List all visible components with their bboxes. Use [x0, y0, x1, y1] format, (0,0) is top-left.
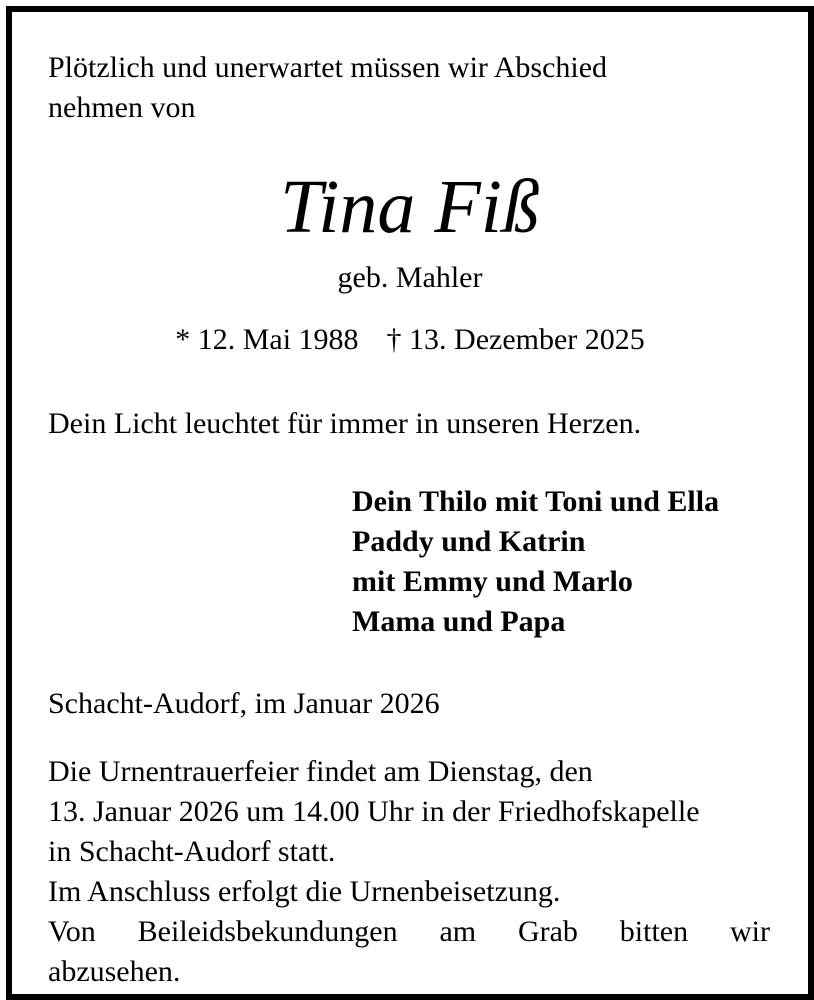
- obituary-notice: [6, 6, 814, 1000]
- family-line-2: Paddy und Katrin: [352, 525, 586, 558]
- ceremony-line-2: 13. Januar 2026 um 14.00 Uhr in der Friedhofskapelle: [48, 795, 700, 828]
- intro-text: [48, 48, 748, 128]
- intro-line-2: nehmen von: [48, 91, 196, 124]
- death-date: † 13. Dezember 2025: [386, 323, 645, 356]
- memorial-quote: Dein Licht leuchtet für immer in unseren Herzen.: [48, 407, 642, 440]
- life-dates: [12, 320, 808, 360]
- deceased-name: Tina Fiß: [280, 165, 540, 249]
- birth-date: * 12. Mai 1988: [175, 323, 359, 356]
- family-line-1: Dein Thilo mit Toni und Ella: [352, 485, 720, 518]
- family-line-3: mit Emmy und Marlo: [352, 565, 633, 598]
- condolence-word: Grab: [517, 915, 578, 948]
- condolence-last-line: abzusehen.: [48, 955, 181, 988]
- condolence-word: bitten: [619, 915, 689, 948]
- condolence-word: Von: [48, 915, 96, 948]
- condolence-word: wir: [729, 915, 770, 948]
- condolence-word: Beileidsbekundungen: [137, 915, 398, 948]
- ceremony-info: [48, 752, 788, 992]
- intro-line-1: Plötzlich und unerwartet müssen wir Abschied: [48, 51, 608, 84]
- family-line-4: Mama und Papa: [352, 605, 566, 638]
- ceremony-line-4: Im Anschluss erfolgt die Urnenbeisetzung.: [48, 875, 561, 908]
- place-and-date: Schacht-Audorf, im Januar 2026: [48, 687, 440, 720]
- condolence-word: am: [439, 915, 477, 948]
- ceremony-line-3: in Schacht-Audorf statt.: [48, 835, 336, 868]
- condolence-line: [48, 912, 770, 952]
- family-signatures: [352, 482, 792, 642]
- birth-name: geb. Mahler: [337, 261, 483, 294]
- ceremony-line-1: Die Urnentrauerfeier findet am Dienstag, den: [48, 755, 593, 788]
